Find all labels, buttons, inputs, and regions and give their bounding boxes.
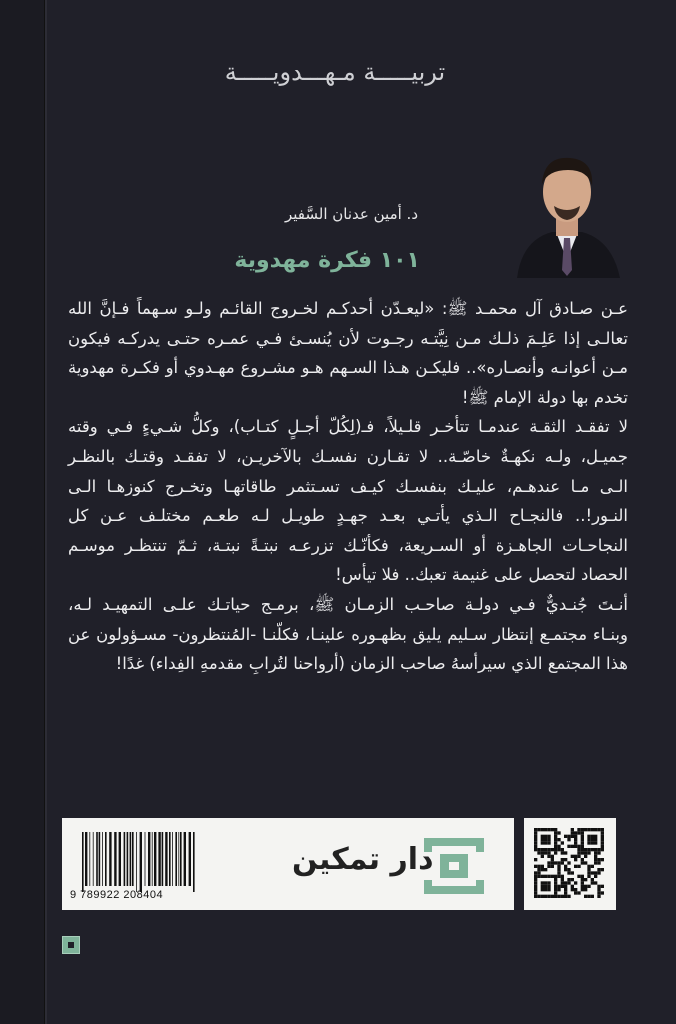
qr-module [547, 828, 550, 831]
barcode-bar [158, 832, 160, 886]
qr-module [534, 881, 537, 884]
qr-module [577, 828, 580, 831]
qr-module [597, 861, 600, 864]
qr-module [551, 858, 554, 861]
qr-module [544, 885, 547, 888]
qr-module [597, 891, 600, 894]
barcode-bar [152, 832, 153, 886]
qr-module [571, 855, 574, 858]
qr-module [561, 851, 564, 854]
qr-module [587, 865, 590, 868]
barcode-bar [114, 832, 116, 886]
qr-module [594, 848, 597, 851]
qr-module [544, 838, 547, 841]
qr-module [561, 875, 564, 878]
qr-module [581, 838, 584, 841]
qr-module [547, 895, 550, 898]
qr-module [587, 838, 590, 841]
qr-module [534, 848, 537, 851]
qr-module [587, 885, 590, 888]
qr-module [577, 848, 580, 851]
qr-module [594, 881, 597, 884]
qr-module [581, 861, 584, 864]
barcode-bar [180, 832, 182, 886]
qr-module [544, 888, 547, 891]
qr-module [534, 845, 537, 848]
qr-module [597, 851, 600, 854]
barcode [78, 832, 198, 892]
qr-module [561, 878, 564, 881]
qr-module [584, 851, 587, 854]
barcode-bar [162, 832, 164, 886]
qr-module [537, 848, 540, 851]
qr-module [564, 891, 567, 894]
qr-module [554, 885, 557, 888]
qr-module [601, 835, 604, 838]
qr-module [591, 881, 594, 884]
qr-module [594, 855, 597, 858]
qr-module [567, 861, 570, 864]
qr-module [581, 831, 584, 834]
qr-module [594, 858, 597, 861]
barcode-bar [172, 832, 173, 886]
qr-module [597, 868, 600, 871]
qr-module [541, 875, 544, 878]
qr-module [557, 861, 560, 864]
qr-module [554, 835, 557, 838]
qr-module [557, 848, 560, 851]
qr-module [541, 865, 544, 868]
qr-module [557, 871, 560, 874]
qr-module [534, 875, 537, 878]
qr-module [564, 888, 567, 891]
logo-mark-icon [62, 936, 80, 954]
blurb-line: تخدم بها دولة الإمام ﷺ! [461, 387, 628, 407]
qr-module [547, 851, 550, 854]
qr-module [554, 891, 557, 894]
qr-module [551, 855, 554, 858]
qr-module [541, 895, 544, 898]
qr-module [601, 838, 604, 841]
qr-module [581, 888, 584, 891]
qr-module [594, 871, 597, 874]
qr-module [574, 855, 577, 858]
barcode-bar [89, 832, 90, 886]
qr-module [541, 841, 544, 844]
qr-module [587, 828, 590, 831]
qr-module [594, 838, 597, 841]
barcode-bar [193, 832, 195, 892]
barcode-bar [148, 832, 150, 886]
qr-module [564, 851, 567, 854]
qr-module [561, 881, 564, 884]
qr-module [597, 885, 600, 888]
qr-module [567, 878, 570, 881]
qr-module [554, 881, 557, 884]
qr-module [584, 861, 587, 864]
qr-module [537, 828, 540, 831]
qr-code [534, 828, 604, 898]
qr-module [534, 888, 537, 891]
qr-module [574, 888, 577, 891]
qr-module [547, 881, 550, 884]
qr-module [564, 885, 567, 888]
barcode-bar [105, 832, 107, 886]
qr-module [544, 868, 547, 871]
qr-module [547, 848, 550, 851]
qr-module [541, 888, 544, 891]
qr-module [594, 861, 597, 864]
qr-module [584, 888, 587, 891]
qr-module [534, 885, 537, 888]
qr-module [601, 831, 604, 834]
qr-module [601, 841, 604, 844]
qr-module [537, 868, 540, 871]
qr-module [534, 838, 537, 841]
qr-module [557, 865, 560, 868]
qr-module [557, 885, 560, 888]
qr-module [577, 855, 580, 858]
qr-module [574, 845, 577, 848]
blurb-line: لا تفقـد الثقـة عندمـا تتأخـر قلـيلاً، فـ(لِكُلّ أجـلٍ كتـاب)، وكلُّ شـيءٍ فـي وقته [68, 417, 628, 437]
qr-module [591, 865, 594, 868]
publisher-name: دار تمكين [292, 842, 434, 877]
qr-module [534, 828, 537, 831]
qr-module [597, 895, 600, 898]
qr-module [574, 831, 577, 834]
qr-module [554, 845, 557, 848]
qr-module [554, 838, 557, 841]
qr-module [534, 841, 537, 844]
qr-module [597, 888, 600, 891]
publisher-logo-icon [424, 838, 484, 894]
qr-module [597, 828, 600, 831]
qr-module [587, 848, 590, 851]
qr-module [594, 841, 597, 844]
qr-module [577, 865, 580, 868]
qr-module [564, 895, 567, 898]
barcode-bar [102, 832, 103, 886]
barcode-bar [132, 832, 134, 886]
blurb-line: الـى مـا عندهـم، عليـك بنفسـك كيـف تسـتثمر طاقاتهـا وتخـرج كنوزهـا الـى [68, 476, 628, 496]
qr-module [534, 835, 537, 838]
qr-module [554, 875, 557, 878]
qr-module [547, 838, 550, 841]
qr-module [534, 871, 537, 874]
spine-fold-line [44, 0, 47, 1024]
blurb-line: أنـتَ جُنـديٌّ فـي دولـة صاحـب الزمـان ﷺ، برمـج حياتـك علـى التمهيـد لـه، [68, 594, 628, 614]
blurb-line: مـن أعوانـه وأنصـاره».. فليكـن هـذا السـهم هـو مشـروع مهـدوي أو فكـرة مهدوية [68, 358, 628, 378]
qr-module [601, 828, 604, 831]
qr-module [584, 848, 587, 851]
qr-module [557, 875, 560, 878]
qr-module [571, 871, 574, 874]
book-title: ١٠١ فكرة مهدوية [234, 248, 420, 273]
qr-module [551, 895, 554, 898]
barcode-bar [96, 832, 98, 886]
qr-module [534, 895, 537, 898]
qr-module [551, 865, 554, 868]
qr-module [601, 848, 604, 851]
qr-module [554, 895, 557, 898]
qr-module [581, 845, 584, 848]
qr-module [581, 875, 584, 878]
qr-module [597, 848, 600, 851]
qr-module [537, 895, 540, 898]
qr-module [587, 841, 590, 844]
qr-module [541, 838, 544, 841]
qr-module [564, 858, 567, 861]
qr-module [557, 845, 560, 848]
qr-module [571, 831, 574, 834]
barcode-bar [136, 832, 137, 892]
qr-module [584, 895, 587, 898]
barcode-bar [85, 832, 87, 886]
qr-module [584, 878, 587, 881]
barcode-bar [124, 832, 126, 886]
barcode-bar [154, 832, 156, 886]
qr-module [554, 888, 557, 891]
qr-module [567, 868, 570, 871]
qr-module [587, 875, 590, 878]
qr-module [561, 885, 564, 888]
barcode-bar [119, 832, 121, 886]
isbn-digits: 9 789922 208404 [70, 889, 164, 901]
qr-module [534, 891, 537, 894]
qr-module [544, 841, 547, 844]
qr-module [537, 865, 540, 868]
qr-module [574, 838, 577, 841]
qr-module [544, 875, 547, 878]
qr-module [591, 838, 594, 841]
qr-module [574, 865, 577, 868]
blurb-text [68, 294, 628, 679]
qr-module [537, 871, 540, 874]
qr-module [597, 871, 600, 874]
qr-module [601, 891, 604, 894]
qr-module [571, 845, 574, 848]
qr-module [591, 841, 594, 844]
qr-module [554, 848, 557, 851]
qr-module [544, 848, 547, 851]
publisher-panel [62, 818, 514, 910]
qr-module [561, 848, 564, 851]
qr-module [557, 868, 560, 871]
qr-module [581, 835, 584, 838]
qr-module [601, 845, 604, 848]
qr-module [601, 868, 604, 871]
qr-module [537, 875, 540, 878]
qr-module [547, 855, 550, 858]
qr-module [544, 851, 547, 854]
qr-module [541, 835, 544, 838]
qr-module [601, 858, 604, 861]
qr-module [561, 841, 564, 844]
qr-module [594, 835, 597, 838]
barcode-bar [165, 832, 167, 886]
qr-module [557, 831, 560, 834]
qr-module [571, 888, 574, 891]
qr-module [591, 871, 594, 874]
qr-module [544, 828, 547, 831]
qr-module [577, 851, 580, 854]
qr-module [584, 855, 587, 858]
qr-module [534, 865, 537, 868]
qr-module [547, 861, 550, 864]
qr-module [561, 895, 564, 898]
qr-module [541, 851, 544, 854]
qr-module [594, 828, 597, 831]
qr-module [541, 881, 544, 884]
barcode-bar [145, 832, 146, 886]
qr-module [554, 828, 557, 831]
qr-module [581, 878, 584, 881]
barcode-bar [109, 832, 111, 886]
barcode-bar [184, 832, 186, 886]
qr-module [581, 851, 584, 854]
qr-module [591, 835, 594, 838]
qr-module [594, 875, 597, 878]
blurb-line: عـن صـادق آل محمـد ﷺ: «ليعـدّن أحدكـم لخـروج القائـم ولـو سـهماً فـإنَّ الله [68, 299, 628, 318]
qr-module [547, 835, 550, 838]
qr-module [591, 848, 594, 851]
barcode-bar [99, 832, 101, 886]
blurb-line: النـور!.. فالنجـاح الـذي يأتـي بعـد جهـدٍ طويـل لـه طعـم مختلـف عـن كل [68, 506, 628, 526]
qr-module [557, 888, 560, 891]
qr-module [547, 875, 550, 878]
blurb-line: هذا المجتمع الذي سيرأسهُ صاحب الزمان (أرواحنا لتُرابِ مقدمهِ الفِداء) غدًا! [115, 654, 628, 674]
barcode-bar [169, 832, 171, 886]
barcode-bar [130, 832, 132, 886]
blurb-line: تعالـى إذا عَلِـمَ ذلـك مـن نِيَّتـه رجـوت لأن يُنسـئ فـي عمـره حتـى يدركـه فيكون [68, 328, 628, 348]
qr-module [567, 845, 570, 848]
qr-code-panel [524, 818, 616, 910]
qr-module [574, 891, 577, 894]
blurb-line: وبنـاء مجتمـع إنتظار سـليم يليق بظهـوره علينـا، فكلّنـا -المُنتظرون- مسـؤولون عن [68, 624, 628, 644]
qr-module [567, 835, 570, 838]
qr-module [574, 835, 577, 838]
qr-module [581, 858, 584, 861]
qr-module [554, 878, 557, 881]
qr-module [587, 851, 590, 854]
qr-module [587, 871, 590, 874]
qr-module [564, 865, 567, 868]
qr-module [581, 885, 584, 888]
qr-module [547, 885, 550, 888]
qr-module [567, 838, 570, 841]
author-photo [512, 140, 622, 278]
qr-module [541, 848, 544, 851]
qr-module [541, 828, 544, 831]
qr-module [544, 881, 547, 884]
qr-module [597, 858, 600, 861]
qr-module [577, 875, 580, 878]
qr-module [564, 835, 567, 838]
qr-module [571, 885, 574, 888]
qr-module [557, 895, 560, 898]
qr-module [574, 858, 577, 861]
qr-module [541, 885, 544, 888]
qr-module [577, 831, 580, 834]
barcode-bar [127, 832, 129, 886]
qr-module [571, 828, 574, 831]
qr-module [587, 895, 590, 898]
qr-module [567, 871, 570, 874]
barcode-bar [93, 832, 94, 886]
qr-module [581, 881, 584, 884]
qr-module [584, 885, 587, 888]
qr-module [594, 851, 597, 854]
qr-module [574, 841, 577, 844]
qr-module [537, 851, 540, 854]
qr-module [551, 861, 554, 864]
barcode-bar [178, 832, 179, 886]
qr-module [554, 831, 557, 834]
qr-module [561, 861, 564, 864]
barcode-bar [82, 832, 84, 892]
blurb-line: النجاحـات الجاهـزة أو السـريعة، فكأنّـك تزرعـه نبتـةً نبتـة، ثـمّ تنتظـر موسـم [68, 535, 628, 555]
qr-module [534, 878, 537, 881]
qr-module [577, 891, 580, 894]
qr-module [554, 841, 557, 844]
barcode-bar [140, 832, 142, 892]
qr-module [551, 828, 554, 831]
qr-module [581, 828, 584, 831]
qr-module [581, 848, 584, 851]
qr-module [571, 835, 574, 838]
qr-module [551, 875, 554, 878]
barcode-bar [175, 832, 177, 886]
qr-module [541, 855, 544, 858]
qr-module [567, 881, 570, 884]
qr-module [544, 835, 547, 838]
qr-module [591, 828, 594, 831]
qr-module [547, 841, 550, 844]
qr-module [581, 841, 584, 844]
blurb-line: الحصاد لتحصل على غنيمة تعبك.. فلا تيأس! [335, 565, 628, 585]
qr-module [591, 878, 594, 881]
author-name: د. أمين عدنان السَّفير [285, 205, 418, 223]
qr-module [547, 888, 550, 891]
blurb-line: جميـل، ولـه نكهـةٌ خاصّـة.. لا تقـارن نفسـك بالآخريـن، لا تفقـد وقتـك بالنظـر [68, 446, 628, 466]
qr-module [574, 881, 577, 884]
qr-module [541, 868, 544, 871]
qr-module [564, 868, 567, 871]
qr-module [547, 865, 550, 868]
book-spine [0, 0, 44, 1024]
qr-module [544, 895, 547, 898]
qr-module [554, 851, 557, 854]
qr-module [577, 845, 580, 848]
qr-module [561, 858, 564, 861]
qr-module [567, 895, 570, 898]
series-title: تربيـــــة مـهـــدويـــــة [224, 58, 446, 86]
qr-module [534, 858, 537, 861]
barcode-bar [189, 832, 191, 886]
qr-module [584, 828, 587, 831]
qr-module [564, 881, 567, 884]
qr-module [551, 848, 554, 851]
qr-module [534, 831, 537, 834]
qr-module [554, 861, 557, 864]
qr-module [591, 895, 594, 898]
qr-module [587, 868, 590, 871]
qr-module [587, 835, 590, 838]
qr-module [601, 885, 604, 888]
qr-module [571, 878, 574, 881]
qr-module [557, 838, 560, 841]
